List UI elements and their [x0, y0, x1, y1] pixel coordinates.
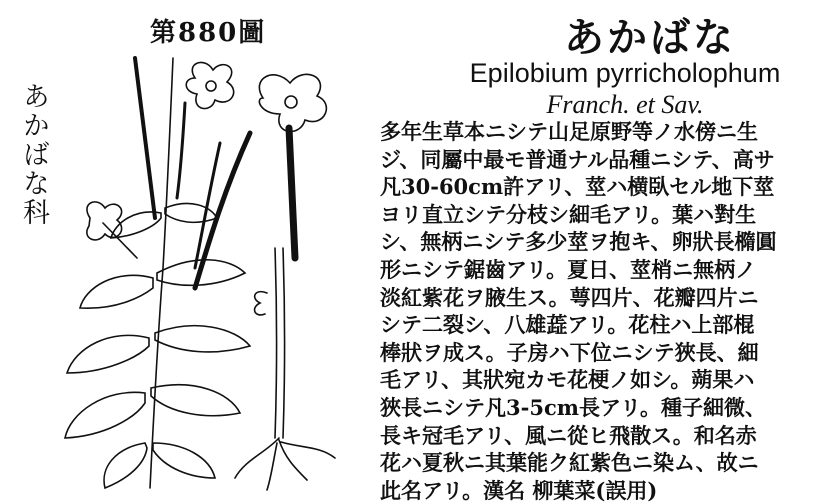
description-line: シ、無柄ニシテ多少莖ヲ抱キ、卵狀長橢圓 [380, 229, 777, 255]
description-line: 淡紅紫花ヲ腋生ス。萼四片、花瓣四片ニ [380, 284, 759, 310]
description-line: 毛アリ、其狀宛カモ花梗ノ如シ。蒴果ハ [380, 367, 755, 393]
description-line: ジ、同屬中最モ普通ナル品種ニシテ、高サ [380, 146, 775, 172]
description-text [380, 118, 832, 504]
title-author: Franch. et Sav. [546, 90, 704, 119]
description-line: 棒狀ヲ成ス。子房ハ下位ニシテ狹長、細 [380, 339, 759, 365]
description-line: 狹長ニシテ凡3-5cm長アリ。種子細微、 [380, 394, 767, 420]
description-line: 形ニシテ鋸齒アリ。夏日、莖梢ニ無柄ノ [380, 256, 757, 282]
description-line: シテ二裂シ、八雄蕋アリ。花柱ハ上部棍 [380, 312, 755, 338]
figure-number: 第880圖 [150, 18, 267, 48]
description-line: 長キ冠毛アリ、風ニ從ヒ飛散ス。和名赤 [380, 422, 757, 448]
description-line: 此名アリ。漢名 柳葉菜(誤用) [380, 477, 658, 503]
title-japanese: あかばな [564, 14, 736, 61]
plant-illustration [45, 48, 365, 493]
description-line: 多年生草本ニシテ山足原野等ノ水傍ニ生 [380, 119, 758, 144]
description-line: 花ハ夏秋ニ其葉能ク紅紫色ニ染ム、故ニ [380, 450, 759, 476]
title-latin: Epilobium pyrricholophum [469, 58, 781, 88]
family-label: あかばな科 [18, 82, 49, 227]
description-line: ヨリ直立シテ分枝シ細毛アリ。葉ハ對生 [380, 201, 757, 227]
description-line: 凡30-60cm許アリ、莖ハ横臥セル地下莖 [380, 174, 775, 200]
